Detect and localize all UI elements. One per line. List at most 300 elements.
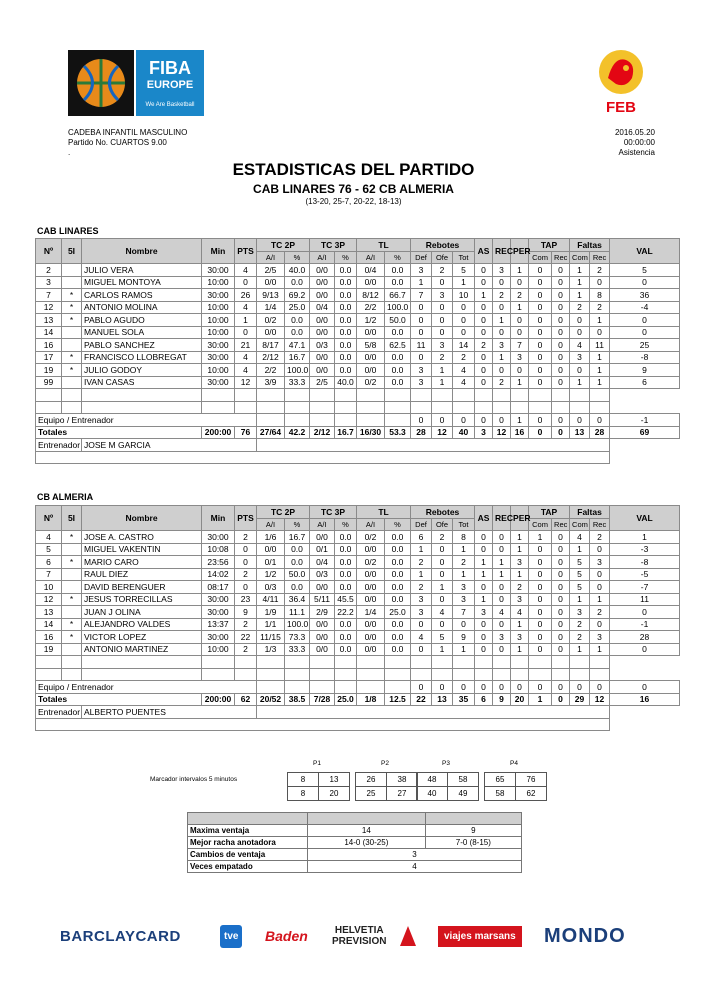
table-cell: 4 bbox=[453, 364, 475, 377]
table-cell: 0 bbox=[552, 351, 570, 364]
table-cell: 0 bbox=[529, 681, 552, 694]
table-cell: 0 bbox=[475, 376, 493, 389]
summary-header-home bbox=[308, 813, 426, 825]
table-cell: 13 bbox=[36, 606, 62, 619]
table-cell: 6 bbox=[475, 693, 493, 706]
col-subheader: % bbox=[335, 251, 357, 264]
table-cell: 0.0 bbox=[285, 326, 310, 339]
col-subheader: % bbox=[335, 518, 357, 531]
table-cell: 1 bbox=[511, 568, 529, 581]
col-header: Nombre bbox=[82, 239, 202, 264]
table-cell: 0 bbox=[529, 301, 552, 314]
table-cell: 0 bbox=[529, 276, 552, 289]
table-cell: 12.5 bbox=[385, 693, 411, 706]
page-title: ESTADISTICAS DEL PARTIDO bbox=[232, 160, 475, 179]
table-cell: 0 bbox=[552, 568, 570, 581]
period-score-row bbox=[288, 787, 350, 801]
table-cell bbox=[62, 326, 82, 339]
table-cell: 100.0 bbox=[285, 364, 310, 377]
table-cell: 0.0 bbox=[385, 556, 411, 569]
col-subheader: Rec bbox=[590, 518, 610, 531]
col-header: AS bbox=[475, 506, 493, 531]
table-cell: 1 bbox=[529, 531, 552, 544]
table-cell: 0 bbox=[529, 568, 552, 581]
table-cell: 16/30 bbox=[357, 426, 385, 439]
table-cell: 0/2 bbox=[257, 314, 285, 327]
table-cell: 0 bbox=[570, 414, 590, 427]
table-cell: 0.0 bbox=[335, 531, 357, 544]
table-cell: 0 bbox=[552, 414, 570, 427]
table-cell: 0.0 bbox=[385, 643, 411, 656]
table-cell: 0 bbox=[432, 593, 453, 606]
col-subheader: Ofe bbox=[432, 251, 453, 264]
col-subheader: Rec bbox=[590, 251, 610, 264]
attendance: Asistencia bbox=[618, 148, 655, 157]
table-cell: 0/0 bbox=[357, 351, 385, 364]
table-cell: 2/2 bbox=[257, 364, 285, 377]
table-cell: 16.7 bbox=[335, 426, 357, 439]
mondo-logo: MONDO bbox=[544, 924, 626, 947]
period-score-cell: 49 bbox=[448, 787, 479, 801]
table-cell: 0/4 bbox=[310, 556, 335, 569]
table-cell: 1/4 bbox=[257, 301, 285, 314]
table-cell bbox=[552, 668, 570, 681]
col-header: PER bbox=[511, 239, 529, 264]
match-number: Partido No. CUARTOS 9.00 bbox=[68, 138, 167, 147]
table-cell: 2 bbox=[493, 376, 511, 389]
col-header: Nº bbox=[36, 239, 62, 264]
col-header: Rebotes bbox=[411, 506, 475, 519]
table-cell: 100.0 bbox=[385, 301, 411, 314]
table-cell: 0.0 bbox=[335, 631, 357, 644]
table-cell: 22.2 bbox=[335, 606, 357, 619]
table-cell: 4 bbox=[235, 364, 257, 377]
table-cell: 13 bbox=[570, 426, 590, 439]
table-cell bbox=[411, 389, 432, 402]
table-cell: 0 bbox=[432, 326, 453, 339]
table-cell bbox=[357, 401, 385, 414]
match-result: CAB LINARES 76 - 62 CB ALMERIA bbox=[253, 182, 454, 196]
table-cell bbox=[36, 718, 610, 731]
table-cell: 1 bbox=[493, 314, 511, 327]
col-subheader: Ofe bbox=[432, 518, 453, 531]
svg-text:We Are Basketball: We Are Basketball bbox=[145, 102, 195, 108]
summary-label: Veces empatado bbox=[188, 861, 308, 873]
table-cell: 3 bbox=[453, 593, 475, 606]
table-cell: 8 bbox=[453, 531, 475, 544]
table-cell bbox=[335, 389, 357, 402]
summary-home-value: 14-0 (30-25) bbox=[308, 837, 426, 849]
helvetia-text: HELVETIA bbox=[334, 925, 384, 936]
team-name-away: CB ALMERIA bbox=[37, 492, 94, 502]
table-cell: 0 bbox=[552, 326, 570, 339]
table-cell: -8 bbox=[610, 351, 680, 364]
table-cell: 1 bbox=[493, 351, 511, 364]
table-cell: 0/4 bbox=[357, 264, 385, 277]
table-cell: 20/52 bbox=[257, 693, 285, 706]
table-cell: 0 bbox=[552, 531, 570, 544]
table-cell: 0.0 bbox=[385, 264, 411, 277]
table-cell: 2 bbox=[475, 339, 493, 352]
table-cell: 0 bbox=[590, 326, 610, 339]
table-cell: 7 bbox=[36, 568, 62, 581]
table-cell: 3 bbox=[475, 426, 493, 439]
period-label: P3 bbox=[442, 760, 450, 767]
table-cell: 0 bbox=[529, 643, 552, 656]
player-row bbox=[36, 264, 680, 277]
table-cell: 0/1 bbox=[310, 543, 335, 556]
table-cell: 1/2 bbox=[357, 314, 385, 327]
table-cell: 4 bbox=[453, 376, 475, 389]
col-header: TC 2P bbox=[257, 506, 310, 519]
table-cell: 0.0 bbox=[285, 556, 310, 569]
table-cell: 1 bbox=[453, 543, 475, 556]
table-cell: 0.0 bbox=[335, 326, 357, 339]
period-score-box bbox=[484, 772, 547, 801]
table-cell: 5 bbox=[570, 568, 590, 581]
table-cell: 23 bbox=[235, 593, 257, 606]
period-score-box bbox=[416, 772, 479, 801]
table-cell: 1 bbox=[570, 289, 590, 302]
table-cell: 0/0 bbox=[357, 643, 385, 656]
table-cell bbox=[511, 401, 529, 414]
table-cell: 0 bbox=[529, 264, 552, 277]
coach-label: Entrenador bbox=[36, 439, 82, 452]
table-cell bbox=[493, 389, 511, 402]
coach-row bbox=[36, 706, 680, 719]
col-header: 5I bbox=[62, 239, 82, 264]
table-cell bbox=[529, 389, 552, 402]
table-cell: 0 bbox=[552, 631, 570, 644]
table-cell: 62.5 bbox=[385, 339, 411, 352]
table-cell: 40.0 bbox=[335, 376, 357, 389]
table-cell: * bbox=[62, 618, 82, 631]
col-subheader: Def bbox=[411, 518, 432, 531]
table-cell: 10 bbox=[36, 581, 62, 594]
col-header: TC 2P bbox=[257, 239, 310, 252]
table-cell: 1 bbox=[453, 643, 475, 656]
table-cell: 11 bbox=[590, 339, 610, 352]
table-cell: 0 bbox=[511, 314, 529, 327]
table-cell: 0 bbox=[475, 314, 493, 327]
table-cell: 0/0 bbox=[310, 618, 335, 631]
table-cell bbox=[82, 668, 202, 681]
table-cell bbox=[570, 668, 590, 681]
table-cell: 28 bbox=[411, 426, 432, 439]
table-cell: 0/0 bbox=[310, 264, 335, 277]
table-cell: 0.0 bbox=[285, 276, 310, 289]
match-date: 2016.05.20 bbox=[614, 128, 655, 137]
table-cell: 1 bbox=[411, 276, 432, 289]
table-cell: 11 bbox=[411, 339, 432, 352]
quarter-scores: (13-20, 25-7, 20-22, 18-13) bbox=[305, 197, 402, 206]
col-subheader: A/I bbox=[257, 251, 285, 264]
table-cell: 7 bbox=[453, 606, 475, 619]
table-cell bbox=[475, 401, 493, 414]
col-subheader: A/I bbox=[357, 251, 385, 264]
table-cell bbox=[475, 656, 493, 669]
table-cell: 0.0 bbox=[385, 276, 411, 289]
table-cell bbox=[529, 668, 552, 681]
table-cell: 29 bbox=[570, 693, 590, 706]
table-cell: 3 bbox=[511, 351, 529, 364]
tve-logo bbox=[220, 920, 242, 952]
table-cell: 0 bbox=[552, 543, 570, 556]
table-cell: -1 bbox=[610, 414, 680, 427]
table-cell: 0 bbox=[493, 581, 511, 594]
table-cell: 8/12 bbox=[357, 289, 385, 302]
table-cell: 3 bbox=[411, 376, 432, 389]
table-cell: 0 bbox=[552, 606, 570, 619]
table-cell: 0 bbox=[475, 414, 493, 427]
col-subheader: A/I bbox=[310, 251, 335, 264]
table-cell: 2 bbox=[570, 301, 590, 314]
col-header: Nº bbox=[36, 506, 62, 531]
table-cell: 0 bbox=[475, 264, 493, 277]
match-info bbox=[68, 128, 187, 158]
player-row bbox=[36, 376, 680, 389]
table-cell: 0 bbox=[590, 618, 610, 631]
table-cell bbox=[82, 389, 202, 402]
table-cell: CARLOS RAMOS bbox=[82, 289, 202, 302]
table-cell bbox=[62, 656, 82, 669]
table-cell: 1 bbox=[529, 693, 552, 706]
table-cell: 2 bbox=[235, 568, 257, 581]
prevision-text: PREVISION bbox=[332, 936, 387, 947]
period-score-cell: 76 bbox=[516, 773, 547, 787]
summary-row bbox=[188, 825, 522, 837]
table-cell: 0 bbox=[552, 339, 570, 352]
table-cell: 4 bbox=[570, 339, 590, 352]
table-cell: 2 bbox=[411, 581, 432, 594]
barclaycard-logo: BARCLAYCARD bbox=[60, 927, 181, 945]
table-cell bbox=[552, 656, 570, 669]
table-cell: 0.0 bbox=[385, 568, 411, 581]
match-dot: . bbox=[68, 148, 71, 157]
totals-label: Totales bbox=[36, 426, 202, 439]
table-cell: -1 bbox=[610, 618, 680, 631]
table-cell: 0 bbox=[552, 289, 570, 302]
period-score-cell: 20 bbox=[319, 787, 350, 801]
table-cell: 1 bbox=[570, 376, 590, 389]
table-cell: 16.7 bbox=[285, 351, 310, 364]
period-label: P1 bbox=[313, 760, 321, 767]
table-cell: 2/12 bbox=[310, 426, 335, 439]
baden-logo: Baden bbox=[265, 928, 308, 944]
player-row bbox=[36, 556, 680, 569]
sponsor-bar bbox=[60, 920, 660, 952]
col-header: TAP bbox=[529, 506, 570, 519]
table-cell: 10:00 bbox=[202, 643, 235, 656]
table-cell: 0 bbox=[475, 276, 493, 289]
col-header: Rebotes bbox=[411, 239, 475, 252]
player-row bbox=[36, 631, 680, 644]
table-cell: 4/11 bbox=[257, 593, 285, 606]
table-cell bbox=[357, 389, 385, 402]
table-cell: 28 bbox=[590, 426, 610, 439]
table-cell bbox=[493, 668, 511, 681]
table-cell: FRANCISCO LLOBREGAT bbox=[82, 351, 202, 364]
table-cell: 2 bbox=[590, 606, 610, 619]
table-cell bbox=[357, 681, 385, 694]
table-cell: 0 bbox=[529, 618, 552, 631]
table-cell: 0 bbox=[590, 568, 610, 581]
table-cell: 0 bbox=[511, 276, 529, 289]
table-cell: 0 bbox=[552, 618, 570, 631]
table-cell: 0 bbox=[610, 326, 680, 339]
table-cell bbox=[62, 668, 82, 681]
table-cell bbox=[411, 668, 432, 681]
table-cell: 27/64 bbox=[257, 426, 285, 439]
table-cell bbox=[357, 656, 385, 669]
table-cell: 25 bbox=[610, 339, 680, 352]
table-cell bbox=[285, 401, 310, 414]
table-cell: 0/0 bbox=[310, 276, 335, 289]
col-header: REC bbox=[493, 506, 511, 531]
col-header: REC bbox=[493, 239, 511, 264]
team-coach-row bbox=[36, 681, 680, 694]
table-cell: 3/9 bbox=[257, 376, 285, 389]
table-cell: 0.0 bbox=[335, 289, 357, 302]
table-cell: 0/3 bbox=[257, 581, 285, 594]
table-cell: 0 bbox=[511, 364, 529, 377]
table-cell: 0 bbox=[432, 543, 453, 556]
period-score-row bbox=[485, 787, 547, 801]
period-score-row bbox=[417, 787, 479, 801]
table-cell: 0 bbox=[453, 414, 475, 427]
table-cell: 0 bbox=[475, 681, 493, 694]
table-cell: 0 bbox=[493, 414, 511, 427]
table-cell: 0/0 bbox=[357, 618, 385, 631]
table-cell: 2/9 bbox=[310, 606, 335, 619]
table-cell bbox=[62, 606, 82, 619]
table-cell bbox=[570, 401, 590, 414]
table-cell bbox=[475, 389, 493, 402]
table-cell: 1 bbox=[511, 264, 529, 277]
table-cell: 0 bbox=[432, 568, 453, 581]
summary-home-value: 14 bbox=[308, 825, 426, 837]
table-cell bbox=[62, 389, 82, 402]
table-cell: 1/6 bbox=[257, 531, 285, 544]
table-cell: 13:37 bbox=[202, 618, 235, 631]
table-cell: 0.0 bbox=[335, 339, 357, 352]
col-header: PTS bbox=[235, 239, 257, 264]
table-cell bbox=[411, 656, 432, 669]
table-cell bbox=[62, 276, 82, 289]
table-cell: 13 bbox=[432, 693, 453, 706]
summary-value: 3 bbox=[308, 849, 522, 861]
table-cell bbox=[385, 681, 411, 694]
table-cell: 1 bbox=[590, 643, 610, 656]
table-cell: 11/15 bbox=[257, 631, 285, 644]
table-cell: 0 bbox=[590, 276, 610, 289]
player-row bbox=[36, 301, 680, 314]
table-cell: 25.0 bbox=[285, 301, 310, 314]
player-row bbox=[36, 543, 680, 556]
table-cell: 0 bbox=[570, 314, 590, 327]
table-cell: 1/9 bbox=[257, 606, 285, 619]
table-cell bbox=[453, 668, 475, 681]
table-header-row bbox=[36, 506, 680, 519]
table-cell: 0 bbox=[552, 314, 570, 327]
table-cell: 0 bbox=[411, 643, 432, 656]
table-cell: 1 bbox=[610, 531, 680, 544]
table-cell bbox=[432, 389, 453, 402]
table-cell bbox=[590, 656, 610, 669]
col-header: Faltas bbox=[570, 506, 610, 519]
table-cell bbox=[335, 656, 357, 669]
table-cell: MARIO CARO bbox=[82, 556, 202, 569]
summary-header-away bbox=[425, 813, 521, 825]
table-cell: 5/8 bbox=[357, 339, 385, 352]
table-cell: 4 bbox=[36, 531, 62, 544]
table-cell: 1/2 bbox=[257, 568, 285, 581]
table-cell: 3 bbox=[511, 556, 529, 569]
table-cell: 0 bbox=[529, 289, 552, 302]
player-row bbox=[36, 276, 680, 289]
table-cell: 30:00 bbox=[202, 376, 235, 389]
col-header: PER bbox=[511, 506, 529, 531]
table-cell: 19 bbox=[36, 643, 62, 656]
table-cell: 3 bbox=[590, 631, 610, 644]
table-cell: ALEJANDRO VALDES bbox=[82, 618, 202, 631]
table-cell: 2 bbox=[493, 289, 511, 302]
table-cell: 0 bbox=[590, 414, 610, 427]
table-cell: 0.0 bbox=[385, 593, 411, 606]
table-cell: 0 bbox=[493, 326, 511, 339]
table-cell: IVAN CASAS bbox=[82, 376, 202, 389]
table-cell bbox=[310, 414, 335, 427]
table-cell: 26 bbox=[235, 289, 257, 302]
table-cell: 0/0 bbox=[310, 314, 335, 327]
table-cell: 30:00 bbox=[202, 531, 235, 544]
table-cell: 3 bbox=[493, 264, 511, 277]
table-cell: 0.0 bbox=[335, 264, 357, 277]
table-header-row bbox=[36, 239, 680, 252]
table-cell bbox=[590, 389, 610, 402]
table-cell: MANUEL SOLA bbox=[82, 326, 202, 339]
table-cell bbox=[62, 339, 82, 352]
table-cell: 0 bbox=[453, 314, 475, 327]
table-cell bbox=[82, 401, 202, 414]
table-cell: 6 bbox=[36, 556, 62, 569]
table-cell bbox=[257, 389, 285, 402]
table-cell: 0.0 bbox=[285, 314, 310, 327]
table-cell bbox=[285, 414, 310, 427]
table-cell: 2/5 bbox=[257, 264, 285, 277]
table-cell: 33.3 bbox=[285, 376, 310, 389]
table-cell: 36 bbox=[610, 289, 680, 302]
table-cell bbox=[385, 401, 411, 414]
table-cell: 0 bbox=[475, 643, 493, 656]
table-cell: 4 bbox=[411, 631, 432, 644]
table-cell: 0/0 bbox=[310, 631, 335, 644]
period-score-cell: 13 bbox=[319, 773, 350, 787]
table-cell: 4 bbox=[432, 606, 453, 619]
table-cell: 0.0 bbox=[385, 376, 411, 389]
table-cell: 0.0 bbox=[385, 581, 411, 594]
summary-row bbox=[188, 849, 522, 861]
table-cell: 2/12 bbox=[257, 351, 285, 364]
col-header: TL bbox=[357, 506, 411, 519]
table-cell: 17 bbox=[36, 351, 62, 364]
col-subheader: Com bbox=[529, 251, 552, 264]
table-cell: 0 bbox=[493, 276, 511, 289]
table-cell bbox=[257, 656, 285, 669]
table-cell bbox=[235, 668, 257, 681]
table-cell: -8 bbox=[610, 556, 680, 569]
table-cell: 0.0 bbox=[335, 581, 357, 594]
